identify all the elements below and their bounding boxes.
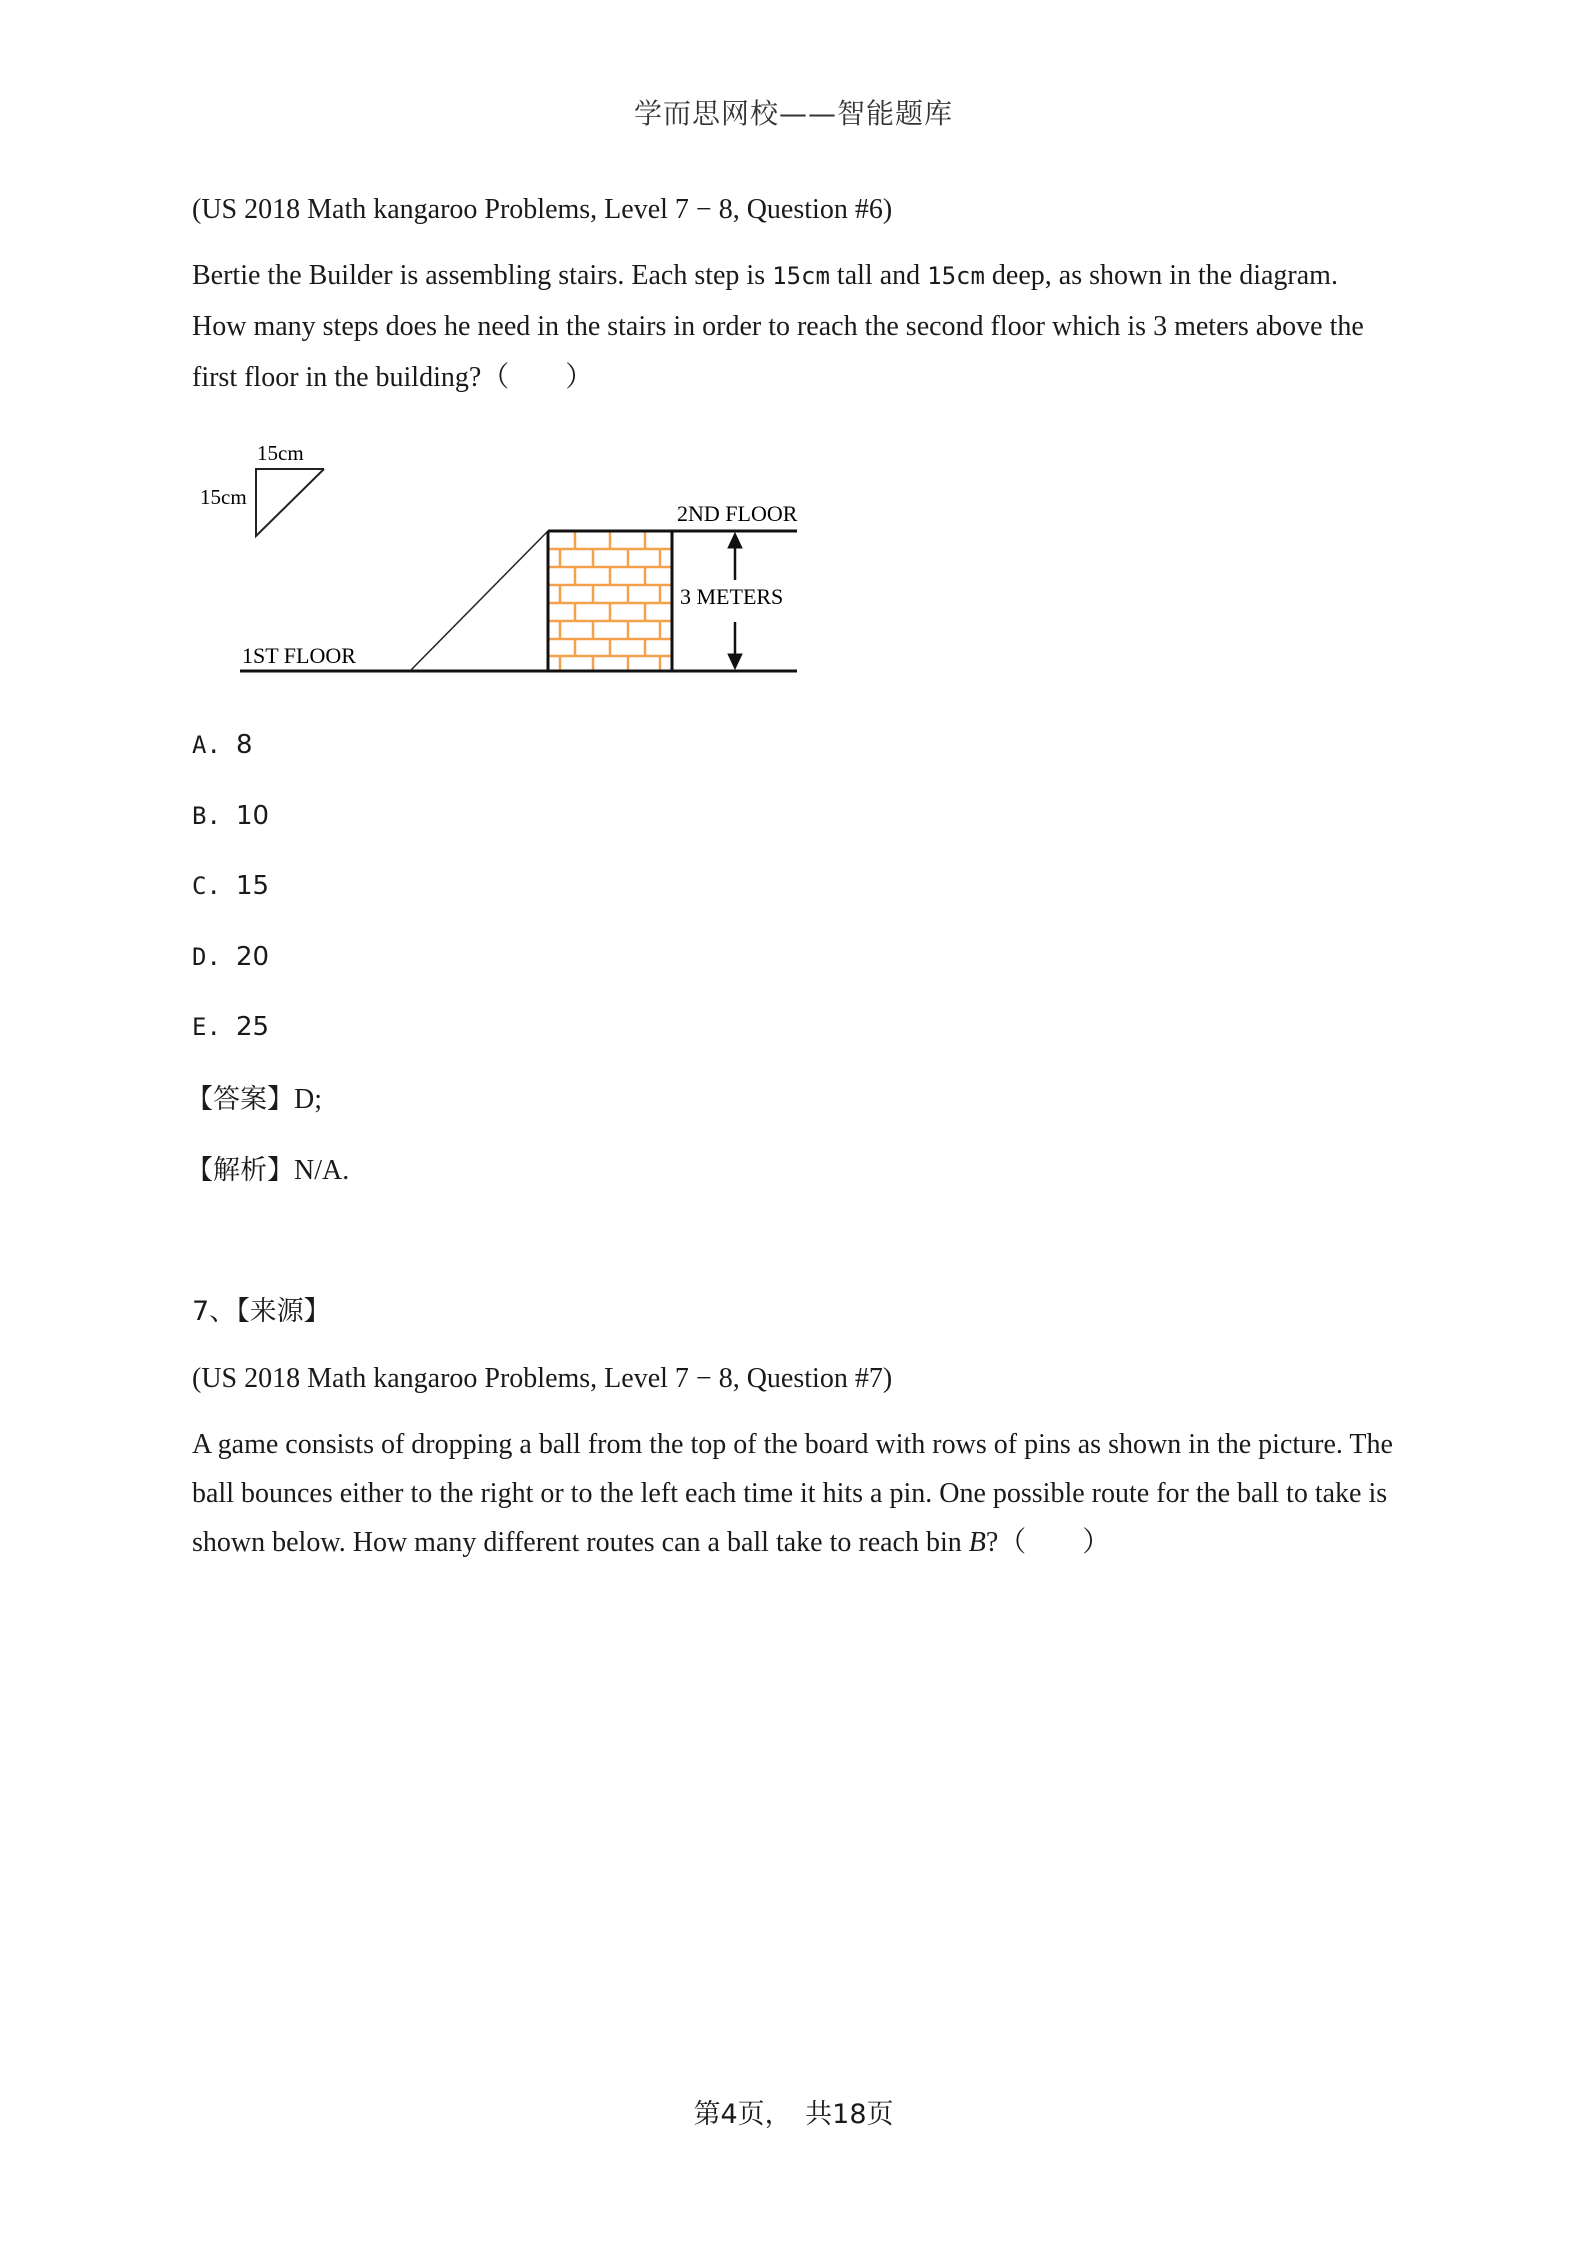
answer-value: D; (294, 1084, 322, 1115)
q6-text-line-2: How many steps does he need in the stairs in order to reach the second floor which is 3 meters above the (192, 311, 1364, 342)
option-b (192, 800, 269, 831)
step-side-label: 15cm (200, 485, 247, 509)
q6-line1-c: tall and (829, 260, 928, 291)
option-d-label: D. (192, 943, 221, 971)
q7-heading (192, 1286, 1412, 1337)
q6-line1-e: deep, as shown in the diagram. (984, 260, 1338, 291)
option-a-value: 8 (236, 730, 253, 760)
q6-step-height: 15cm (772, 262, 830, 290)
q7-number: 7、 (192, 1296, 237, 1327)
answer-tag: 【答案】 (186, 1084, 294, 1115)
q7-text-line-3 (192, 1517, 1412, 1568)
option-c (192, 870, 269, 901)
first-floor-label: 1ST FLOOR (242, 643, 356, 668)
analysis-tag: 【解析】 (186, 1155, 294, 1186)
page-footer: 第4页， 共18页 (693, 2099, 894, 2130)
step-top-label: 15cm (257, 441, 304, 465)
option-b-label: B. (192, 802, 221, 830)
answer-line (186, 1074, 1406, 1125)
option-e (192, 1011, 269, 1042)
stair-slope (410, 531, 548, 671)
option-d (192, 941, 269, 972)
option-b-value: 10 (236, 801, 270, 831)
q7-line3-a: shown below. How many different routes can a ball take to reach bin (192, 1527, 969, 1558)
q7-text-line-2: ball bounces either to the right or to the left each time it hits a pin. One possible route for the ball to take is (192, 1478, 1388, 1509)
second-floor-label: 2ND FLOOR (677, 501, 798, 526)
option-a (192, 729, 253, 760)
q6-text-line-1 (192, 250, 1412, 302)
q6-text-line-3: first floor in the building?（ ） (192, 362, 594, 393)
q7-text-line-1: A game consists of dropping a ball from the top of the board with rows of pins as shown in the picture. The (192, 1429, 1393, 1460)
brick-wall (548, 531, 672, 671)
option-c-label: C. (192, 872, 221, 900)
page-header: 学而思网校——智能题库 (633, 97, 953, 130)
option-c-value: 15 (236, 871, 270, 901)
option-a-label: A. (192, 731, 221, 759)
analysis-value: N/A. (294, 1155, 350, 1186)
q6-line1-a: Bertie the Builder is assembling stairs. Each step is (192, 260, 773, 291)
option-e-label: E. (192, 1013, 221, 1041)
q7-source-tag: 【来源】 (236, 1296, 331, 1327)
q6-step-depth: 15cm (927, 262, 985, 290)
option-d-value: 20 (236, 942, 270, 972)
q7-line3-c: ?（ ） (985, 1527, 1111, 1558)
height-label: 3 METERS (680, 584, 784, 609)
q6-source: (US 2018 Math kangaroo Problems, Level 7 − 8, Question #6) (192, 194, 893, 225)
analysis-line (186, 1145, 1406, 1196)
option-e-value: 25 (236, 1012, 270, 1042)
q7-bin-b: B (968, 1527, 986, 1558)
q7-source: (US 2018 Math kangaroo Problems, Level 7 − 8, Question #7) (192, 1363, 893, 1394)
stairs-diagram (190, 430, 840, 680)
step-triangle (256, 469, 324, 536)
